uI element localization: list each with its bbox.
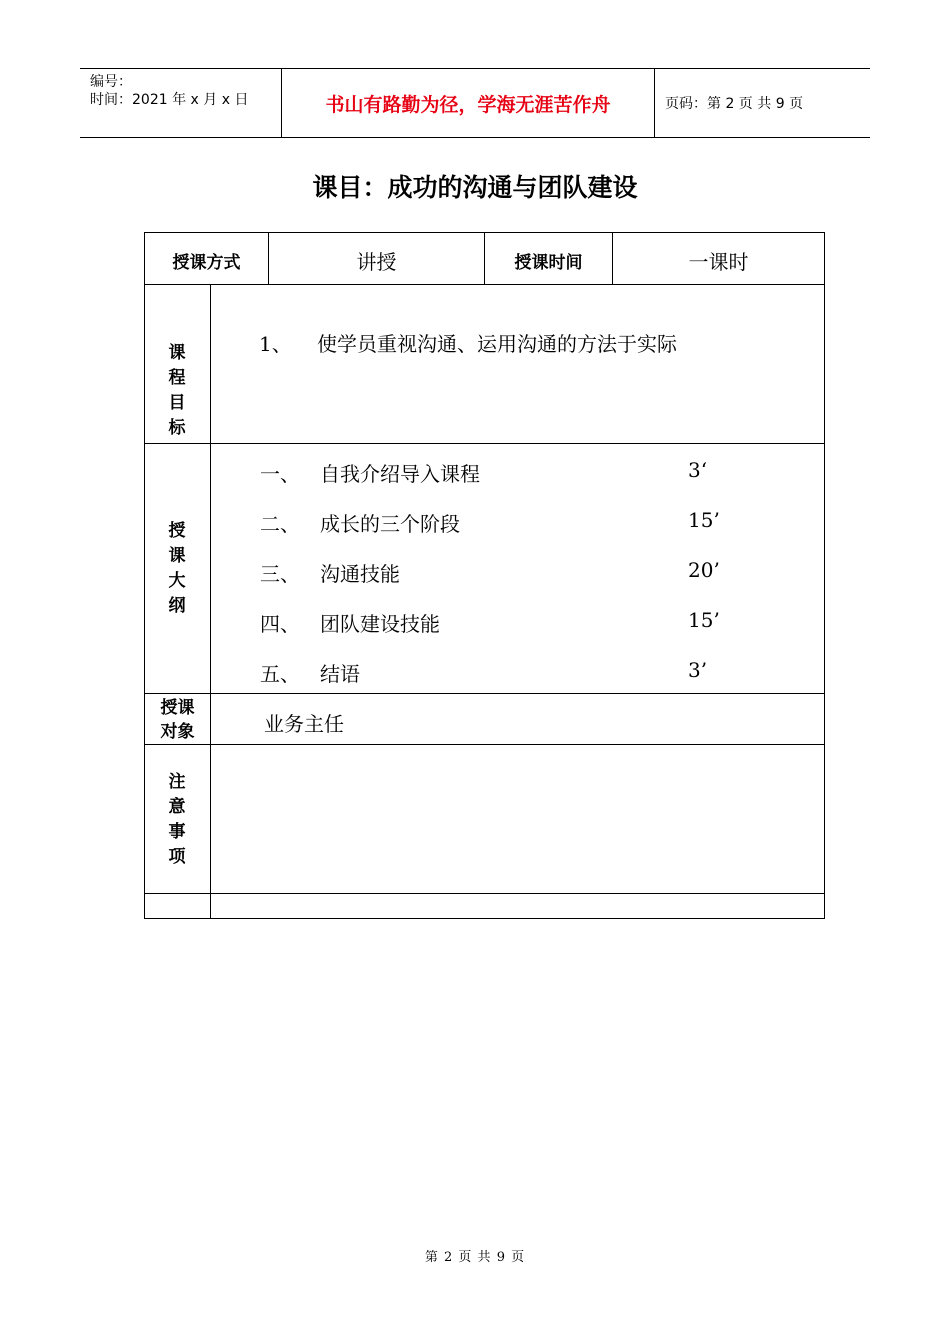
page-info: 页码：第 2 页 共 9 页 — [665, 96, 804, 112]
outline-item-text: 沟通技能 — [320, 562, 400, 586]
outline-item-text: 团队建设技能 — [320, 612, 440, 636]
outline-label: 授课大纲 — [168, 521, 186, 616]
outline-item-duration: 15’ — [688, 608, 720, 632]
number-label: 编号： — [90, 74, 132, 90]
method-value: 讲授 — [356, 250, 397, 274]
outline-item-duration: 15’ — [688, 508, 720, 532]
row-divider — [145, 893, 824, 894]
page-footer: 第 2 页 共 9 页 — [424, 1250, 526, 1265]
outline-item-text: 结语 — [320, 662, 360, 686]
outline-item-duration: 20’ — [688, 558, 720, 582]
outline-item-number: 五、 — [260, 662, 300, 686]
outline-item-number: 三、 — [260, 562, 300, 586]
audience-label-line: 对象 — [160, 722, 195, 742]
motto: 书山有路勤为径，学海无涯苦作舟 — [282, 69, 655, 137]
course-table — [144, 232, 825, 919]
audience-label — [145, 696, 210, 744]
row-divider — [145, 693, 824, 694]
goal-number: 1、 — [259, 332, 292, 356]
header-meta — [80, 69, 282, 137]
notes-content — [211, 745, 824, 893]
audience-value: 业务主任 — [264, 712, 344, 736]
goal-text: 使学员重视沟通、运用沟通的方法于实际 — [317, 332, 677, 356]
outline-item-number: 二、 — [260, 512, 300, 536]
outline-item-duration: 3‘ — [688, 458, 708, 482]
audience-label-line: 授课 — [160, 698, 195, 718]
row-divider — [145, 284, 824, 285]
outline-item-number: 一、 — [260, 462, 300, 486]
page-title: 课目：成功的沟通与团队建设 — [312, 173, 638, 202]
document-header — [80, 68, 870, 138]
outline-item-number: 四、 — [260, 612, 300, 636]
outline-item-duration: 3’ — [688, 658, 708, 682]
time-value: 一课时 — [688, 250, 749, 274]
time-label: 授课时间 — [514, 253, 583, 273]
goal-label: 课程目标 — [168, 343, 186, 438]
row-divider — [145, 443, 824, 444]
outline-item-text: 成长的三个阶段 — [320, 512, 460, 536]
notes-label: 注意事项 — [168, 772, 186, 867]
method-label: 授课方式 — [172, 253, 241, 273]
date-label: 时间：2021 年 x 月 x 日 — [90, 92, 249, 108]
outline-item-text: 自我介绍导入课程 — [320, 462, 480, 486]
